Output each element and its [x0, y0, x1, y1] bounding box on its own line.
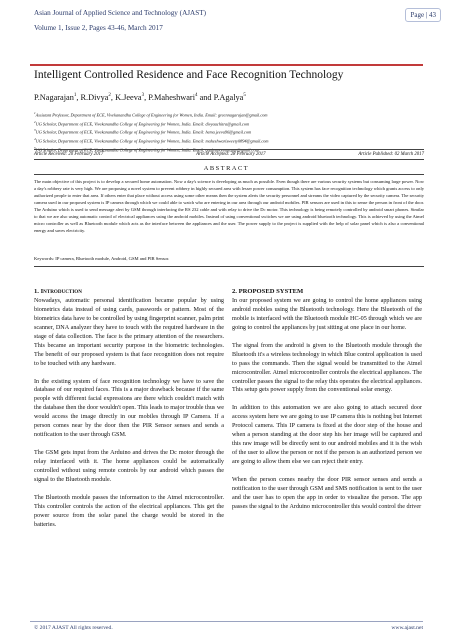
- author-separator: ,: [76, 93, 81, 102]
- page-footer: [34, 625, 423, 631]
- affiliation-line: [34, 119, 424, 128]
- author-name: P.Maheshwari: [148, 93, 195, 102]
- received-date: Article Received: 20 February 2017: [34, 152, 104, 157]
- author-name: R.Divya: [80, 93, 109, 102]
- affiliation-text: Assistant Professor, Department of ECE, Vivekanandha College of Engineering for Women, India. Email: greennagarajan@gmail.com: [35, 112, 268, 118]
- section-heading-introduction: [34, 288, 224, 297]
- section-heading-rest: NTRODUCTION: [43, 289, 82, 295]
- right-column: [232, 288, 422, 521]
- copyright-text: © 2017 AJAST All rights reserved.: [34, 625, 113, 631]
- affiliation-line: [34, 136, 424, 145]
- paragraph: The Bluetooth module passes the information to the Atmel microcontroller. This controller controls the action of the electrical appliances. This get the power source from the solar panel the charge would be stored in the batteries.: [34, 494, 224, 528]
- author-sup: 5: [243, 93, 246, 99]
- author-sup: 3: [141, 93, 145, 99]
- journal-url-link[interactable]: www.ajast.net: [391, 625, 423, 631]
- author-separator: ,: [110, 93, 116, 102]
- affiliation-sup: 1: [34, 111, 36, 115]
- affiliation-text: UG Scholar, Department of ECE, Vivekanandha College of Engineering for Women, India. Email: hema.jeeva96@gmail.com: [35, 129, 252, 135]
- author-separator: and: [197, 93, 214, 102]
- author-list: [34, 93, 424, 102]
- footer-divider: [30, 621, 423, 622]
- paragraph: In addition to this automation we are also going to attach secured door access system here we are going to use IP camera this is nothing but Internet Protocol camera. This IP camera is fixed at the door step of the house and when a person standing at the door step his her image will be captured and this raw image will be directly sent to our android mobiles and it is the wish of the user to allow the person or not if the person is an authorized person we are going to allow them else we can reject their entry.: [232, 405, 422, 466]
- abstract-bottom-rule: [34, 266, 424, 267]
- abstract-top-rule: [34, 174, 424, 175]
- affiliation-sup: 3: [34, 128, 36, 133]
- accepted-date: Article Accepted: 28 February 2017: [196, 152, 266, 157]
- abstract-heading: ABSTRACT: [203, 165, 250, 172]
- author-name: K.Jeeva: [115, 93, 142, 102]
- abstract-text: The main objective of this project is to develop a secured home automation. Now a day's science is developing as much as possible. Even though there are various security systems but consuming large power. Now a day's robbery rate is very high. We are proposing a novel system to prevent robbery in highly secured area with lesser power consumption. This system has face recognition technology which grants access to only authorized people to enter that area. If others enter that place without access using some other means then the system alerts the security personnel and streams the video captured by the security camera. The security camera used in our proposed system is IP camera through which we could able to watch who are entering in our area through our android mobiles. PIR sensors are used in this to sense the person in front of the door. The Arduino which is used to send message alert by GSM through interfacing the RS 232 cable and with relay to drive the Dc motor. This technology is being remotely controlled by android smart phones. Similar to that we are also using automatic control of electrical appliances using the android mobiles. Instead of using conventional switches we are using android bluetooth technology. This is achieved by using the Atmel micro controller as well as Bluetooth module which acts as the interface between the appliances and the user. The power supply to the project is supplied with the help of solar panel which is also a conventional energy and saves electricity.: [34, 179, 425, 233]
- journal-volume: Volume 1, Issue 2, Pages 43-46, March 2017: [34, 24, 163, 32]
- published-date: Article Published: 02 March 2017: [358, 152, 424, 157]
- author-name: P.Agalya: [213, 93, 244, 102]
- dates-bottom-rule: [34, 159, 424, 160]
- affiliation-sup: 5: [34, 145, 36, 150]
- paragraph: When the person comes nearby the door PIR sensor senses and sends a notification to the user through GSM and SMS notification is sent to the user and the user has to open the app in order to visualize the person. The app passes the signal to the Arduino microcontroller this would control the driver: [232, 476, 422, 510]
- paragraph: The GSM gets input from the Arduino and drives the Dc motor through the relay interfaced with it. The home appliances could be automatically controlled without using remote controls by our android which passes the signal to the Bluetooth module.: [34, 450, 224, 483]
- affiliation-sup: 2: [34, 119, 36, 124]
- affiliation-text: UG Scholar, Department of ECE, Vivekanandha College of Engineering for Women, India. Email: divyaachitra@gmail.com: [35, 121, 250, 127]
- paragraph: The signal from the android is given to the Bluetooth module through the Bluetooth it's a wireless technology in which Blue control application is used to pass the commands. Then the signal would be transmitted to the Atmel microcontroller. Atmel microcontroller controls the electrical appliances. The controller passes the signal to the relay this operates the electrical appliances. This setup gets power supply from the conventional solar energy.: [232, 342, 423, 394]
- journal-header: [34, 6, 206, 36]
- paragraph: In our proposed system we are going to control the home appliances using android mobiles using the Bluetooth technology. Here the Bluetooth of the mobile is interfaced with the Bluetooth module HC-05 through which we are going to control the appliances by just sitting at one place in our home.: [232, 297, 422, 331]
- author-separator: ,: [144, 93, 149, 102]
- left-column: [34, 288, 224, 539]
- section-heading-text: 2. PROPOSED SYSTEM: [232, 288, 304, 295]
- affiliation-list: [34, 110, 424, 154]
- affiliation-text: UG Scholar, Department of ECE, Vivekanandha College of Engineering for Women, India. Email: agalyaponnusamy@gmail.com: [35, 147, 259, 153]
- section-number: 1.: [34, 288, 41, 295]
- affiliation-line: [34, 110, 424, 119]
- author-sup: 1: [73, 93, 77, 99]
- journal-name: Asian Journal of Applied Science and Technology (AJAST): [34, 9, 207, 17]
- author-sup: 4: [195, 93, 198, 99]
- article-dates: [34, 152, 424, 157]
- page-number-label: Page | 43: [405, 8, 441, 22]
- paragraph: In the existing system of face recognition technology we have to save the database of our required faces. This is a major drawback because if the same people with different facial expressions are there which couldn't match with the database then the door wouldn't open. This leads to major trouble thus we would access the image directly in our mobiles through IP Camera. If a person comes near by the door then the PIR Sensor senses and sends a notification to the user through GSM.: [34, 378, 224, 439]
- keywords: Keywords: IP camera, Bluetooth module, Android, GSM and PIR Sensor.: [34, 256, 170, 261]
- header-divider: [30, 64, 423, 66]
- section-initial: I: [40, 288, 44, 295]
- paper-title: Intelligent Controlled Residence and Face Recognition Technology: [34, 69, 344, 81]
- section-heading-proposed-system: [232, 288, 422, 297]
- affiliation-text: UG Scholar, Department of ECE, Vivekanandha College of Engineering for Women, India. Email: maheshwarisweety0894@gmail.com: [35, 138, 269, 144]
- author-sup: 2: [108, 93, 111, 99]
- author-name: P.Nagarajan: [34, 93, 74, 102]
- paragraph: Nowadays, automatic personal identification became popular by using biometrics data instead of using cards, passwords or pattern. Most of the biometrics data have to be controlled by using fingerprint scanner, palm print scanner, DNA analyzer they have to touch with the required hardware in the stage of data collection. The face is the primary attention of the researchers. This became an important security purpose in the biometric technologies. The benefit of our proposed system is that face recognition does not require to be touched with any hardware.: [34, 297, 224, 367]
- affiliation-sup: 4: [34, 137, 36, 142]
- affiliation-line: [34, 127, 424, 136]
